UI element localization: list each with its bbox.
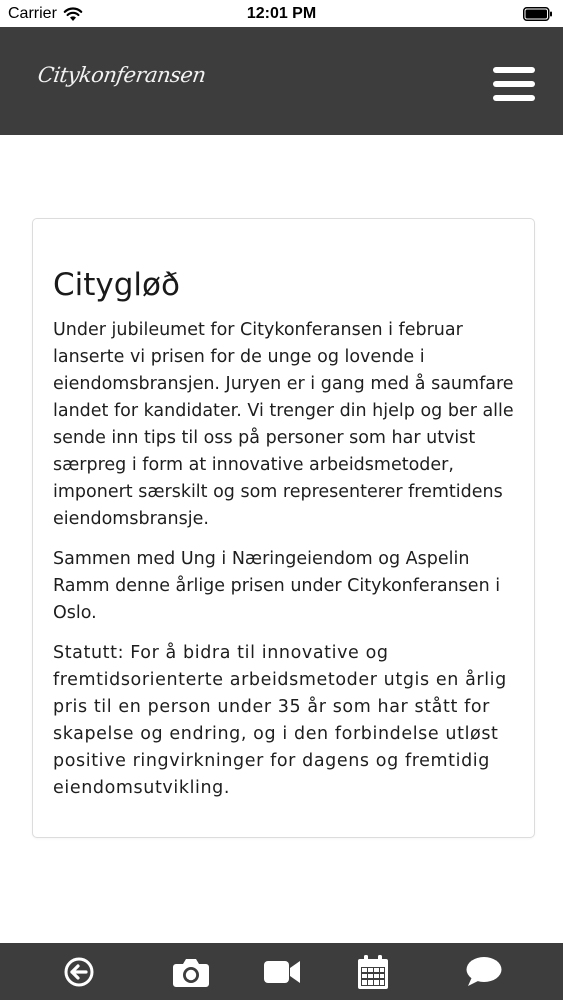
status-time: 12:01 PM — [246, 5, 317, 22]
article-title: Citygløð — [53, 267, 180, 303]
status-bar — [0, 0, 563, 27]
chat-button[interactable] — [464, 954, 504, 990]
app-header — [0, 27, 563, 135]
back-button[interactable] — [59, 954, 99, 990]
article-card — [32, 218, 535, 838]
bottom-toolbar — [0, 943, 563, 1000]
back-arrow-circle-icon — [63, 956, 95, 988]
video-camera-icon — [263, 958, 301, 986]
camera-button[interactable] — [171, 954, 211, 990]
article-paragraph-partners: Sammen med Ung i Næringeiendom og Aspelin Ramm denne årlige prisen under Citykonferansen i Oslo. — [53, 549, 501, 623]
hamburger-menu-icon[interactable] — [493, 67, 535, 101]
video-button[interactable] — [262, 954, 302, 990]
calendar-icon — [357, 954, 389, 990]
menu-bar-bottom — [493, 95, 535, 101]
carrier-label: Carrier — [8, 5, 57, 22]
chat-bubble-icon — [465, 956, 503, 988]
battery-icon — [523, 7, 553, 21]
article-paragraph-intro: Under jubileumet for Citykonferansen i februar lanserte vi prisen for de unge og lovende i eiendomsbransjen. Juryen er i gang med å saumfare landet for kandidater. Vi trenger din hjelp og ber alle sende inn tips til oss på personer som har utvist særpreg i form at innovative arbeidsmetoder, imponert særskilt og som representerer fremtidens eiendomsbransje. — [53, 320, 514, 529]
calendar-button[interactable] — [353, 954, 393, 990]
camera-icon — [172, 956, 210, 988]
menu-bar-middle — [493, 81, 535, 87]
menu-bar-top — [493, 67, 535, 73]
article-paragraph-statute: Statutt: For å bidra til innovative og fremtidsorienterte arbeidsmetoder utgis en årlig pris til en person under 35 år som har stått for skapelse og endring, og i den forbindelse utløst positive ringvirkninger for dagens og fremtidig eiendomsutvikling. — [53, 643, 507, 798]
app-logo[interactable]: Citykonferansen — [36, 63, 208, 87]
